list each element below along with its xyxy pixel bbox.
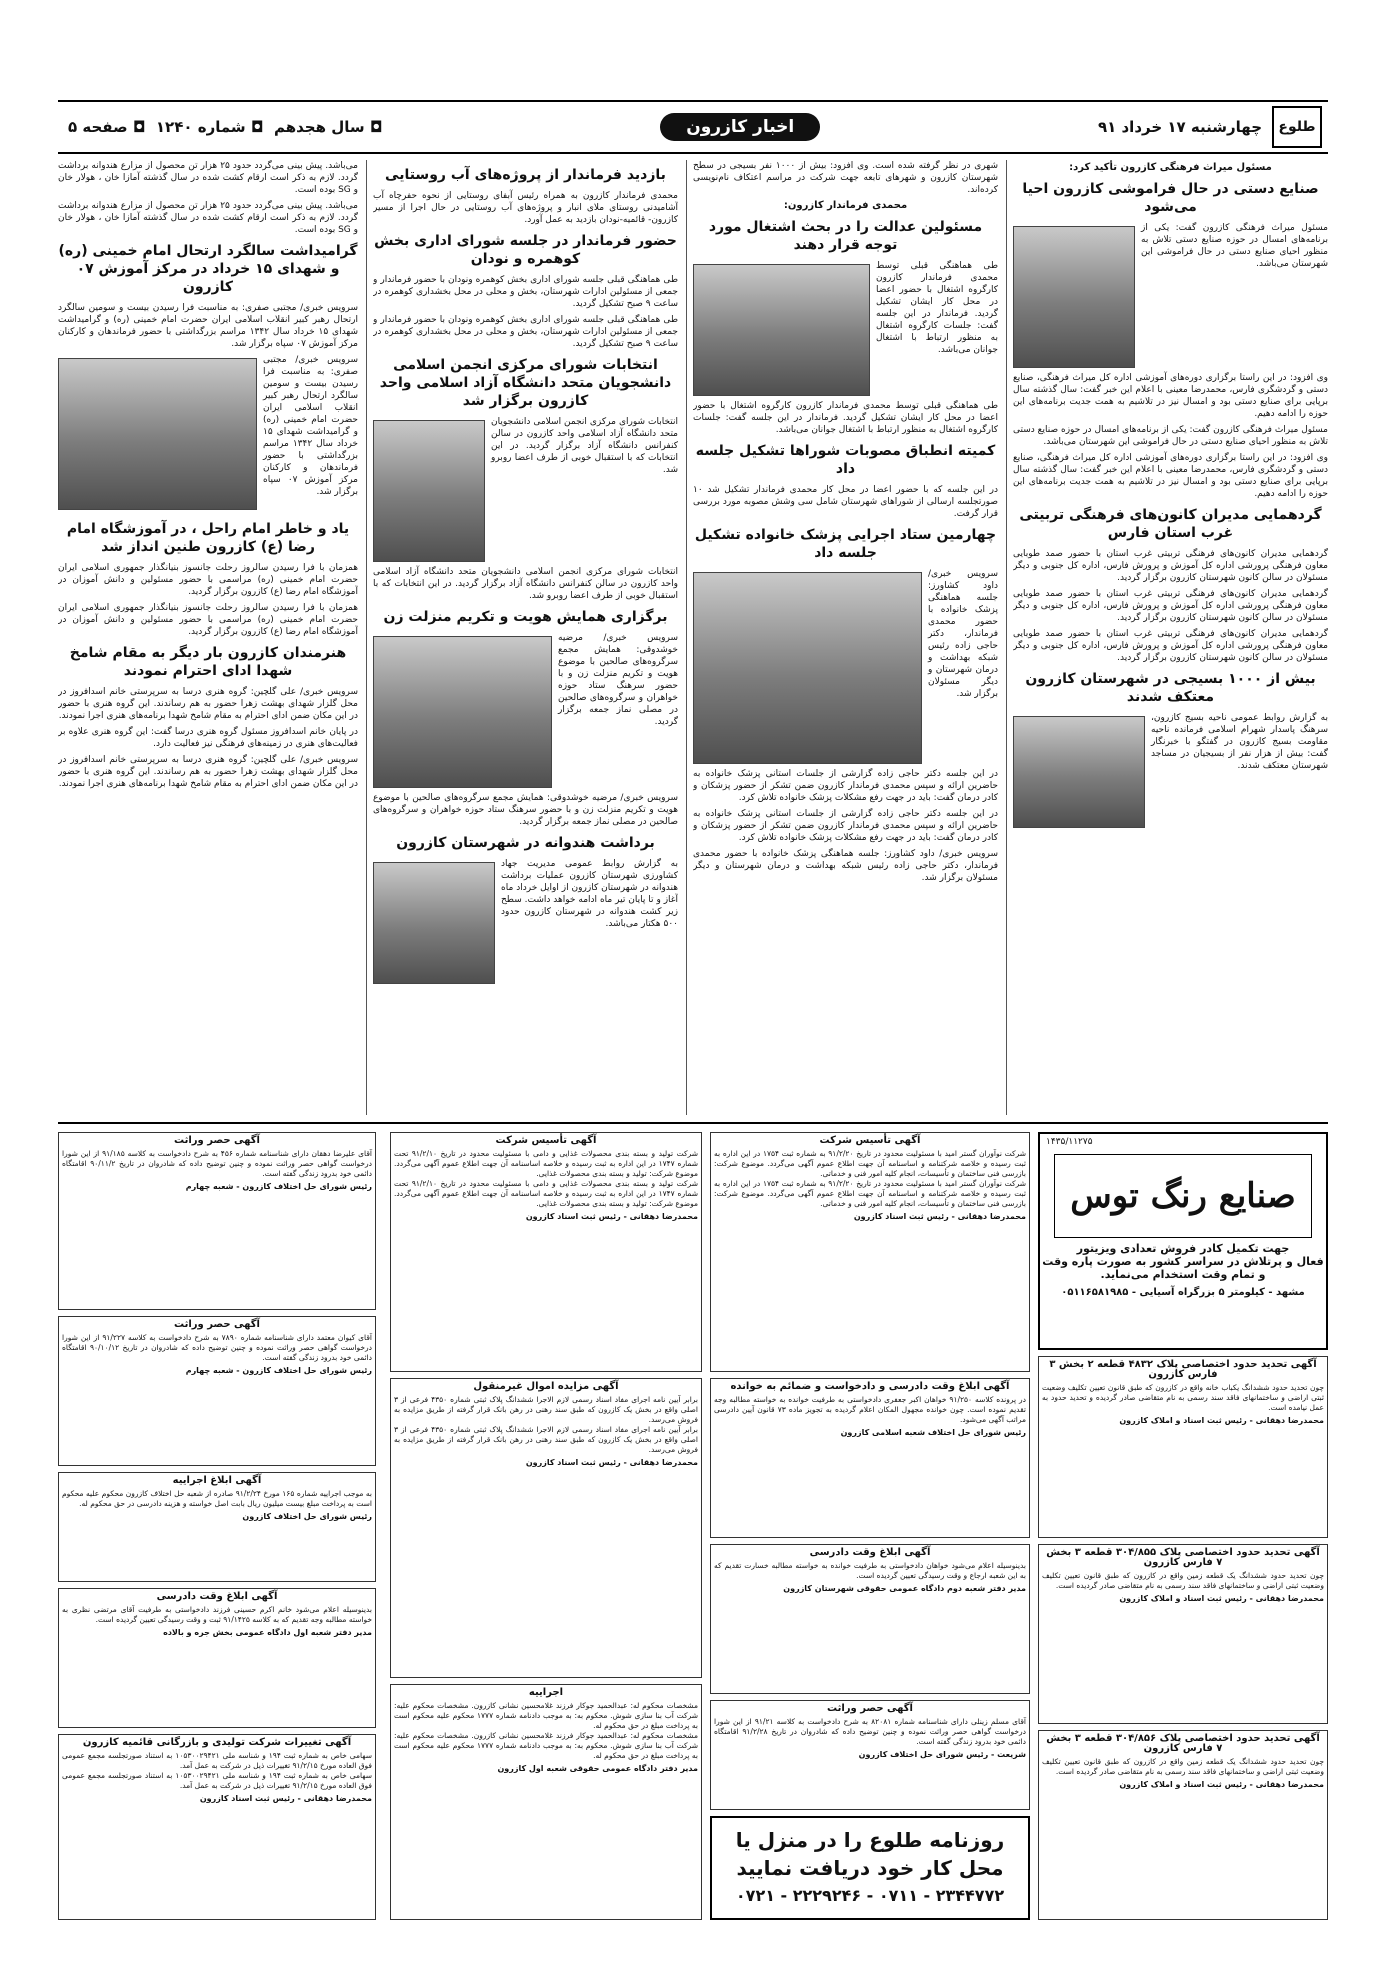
article-paragraph: همزمان با فرا رسیدن سالروز رحلت جانسوز بنیانگذار جمهوری اسلامی ایران حضرت امام خمینی (ره) مراسمی با حضور مسئولین و دانش آموزان در آموزشگاه امام رضا (ع) کازرون برگزار گردید. [58, 563, 358, 597]
notice-body: شرکت تولید و بسته بندی محصولات غذایی و دامی با مسئولیت محدود در تاریخ ۹۱/۲/۱۰ تحت شماره ۱۷۴۷ در این اداره به ثبت رسیده و خلاصه اساسنامه آن جهت اطلاع عموم آگهی می‌گردد. موضوع شرکت: تولید و بسته بندی محصولات غذایی. [394, 1179, 699, 1208]
page-header [58, 100, 1328, 154]
article-paragraph: می‌باشد. پیش بینی می‌گردد حدود ۲۵ هزار تن محصول از مزارع هندوانه برداشت گردد. لازم به ذکر است ارقام کشت شده در سال گذشته آمازا خان ، هولار خان و SG بوده است. [58, 161, 358, 195]
article-headline: بیش از ۱۰۰۰ بسیجی در شهرستان کازرون معتکف شدند [1025, 671, 1316, 705]
article-paragraph: در این جلسه که با حضور اعضا در محل کار محمدی فرماندار تشکیل شد ۱۰ صورتجلسه ارسالی از شوراهای شهرستان شامل سی وشش مصوبه مورد بررسی قرار گرفت. [693, 485, 998, 519]
classifieds-section [58, 1122, 1328, 1924]
meeting-photo [693, 264, 870, 396]
notice-body: چون تحدید حدود ششدانگ یکباب خانه واقع در کازرون که طبق قانون تعیین تکلیف وضعیت ثبتی اراضی و ساختمانهای فاقد سند رسمی به نام متقاضی صادر گردیده و تحدید حدود به عمل نیامده است. [1042, 1383, 1324, 1412]
article-paragraph: گردهمایی مدیران کانون‌های فرهنگی تربیتی غرب استان با حضور صمد طوبایی معاون فرهنگی پرورشی اداره کل آموزش و پرورش فارس، اداره کل جنوبی و دیگر مسئولان در سالن کانون شهرستان کازرون برگزار گردید. [1013, 549, 1328, 583]
article-paragraph: سرویس خبری/ مجتبی صفری: به مناسبت فرا رسیدن بیست و سومین سالگرد ارتحال رهبر کبیر انقلاب اسلامی ایران حضرت امام خمینی (ره) و گرامیداشت شهدای ۱۵ خرداد سال ۱۳۴۲ مراسم بزرگداشتی با حضور فرماندهان و کارکنان مرکز آموزش ۰۷ سپاه برگزار شد. [58, 303, 358, 349]
article-paragraph: مسئول میراث فرهنگی کازرون گفت: یکی از برنامه‌های امسال در حوزه صنایع دستی تلاش به منظور احیای صنایع دستی در حال فراموشی این شهرستان می‌باشد. [1141, 223, 1328, 269]
portrait-photo [373, 420, 485, 562]
notice-title: آگهی حصر وراثت [174, 1319, 260, 1330]
brand-line: فعال و پرتلاش در سراسر کشور به صورت پاره وقت [1042, 1255, 1324, 1268]
article-paragraph: طی هماهنگی قبلی جلسه شورای اداری بخش کوهمره ونودان با حضور فرماندار و جمعی از مسئولین ادارات شهرستان، بخش و محلی در محل بخشداری کوهمره در ساعت ۹ صبح تشکیل گردید. [373, 315, 678, 349]
header-brand-date [1098, 106, 1328, 148]
article-kicker: محمدی فرماندار کازرون: [783, 200, 908, 211]
legal-notice [390, 1684, 702, 1920]
notice-title: آگهی حصر وراثت [174, 1135, 260, 1146]
notice-body: شرکت نوآوران گستر امید با مسئولیت محدود در تاریخ ۹۱/۲/۲۰ به شماره ثبت ۱۷۵۴ در این اداره به ثبت رسیده و خلاصه شرکتنامه و اساسنامه آن جهت اطلاع عموم آگهی می‌گردد. موضوع شرکت: بازرسی فنی ساختمان و تأسیسات، انجام کلیه امور فنی و خدماتی. [714, 1149, 1027, 1178]
brand-name: صنایع رنگ توس [1054, 1154, 1312, 1238]
legal-notice [58, 1132, 376, 1310]
notice-body: بدینوسیله اعلام می‌شود خانم اکرم حسینی فرزند دادخواستی به طرفیت آقای مرتضی نظری به خواسته مطالبه وجه تقدیم که به کلاسه ۹۱/۱۴۲۵ ثبت و وقت رسیدگی تعیین گردیده است. [62, 1605, 372, 1624]
article-headline: هنرمندان کازرون بار دیگر به مقام شامخ شهدا ادای احترام نمودند [69, 645, 347, 679]
legal-notice [1038, 1544, 1328, 1724]
issue-date: چهارشنبه ۱۷ خرداد ۹۱ [1097, 118, 1262, 136]
notice-body: آقای علیرضا دهقان دارای شناسنامه شماره ۴۵۶ به شرح دادخواست به کلاسه ۹۱/۱۸۵ از این شورا درخواست گواهی حصر وراثت نموده و چنین توضیح داده که شادروان در تاریخ ۹۰/۱۱/۲ اقامتگاه دائمی خود بدرود زندگی گفته است. [62, 1149, 372, 1178]
legal-notice [58, 1734, 376, 1920]
notice-title: آگهی ابلاغ اجراییه [172, 1475, 262, 1486]
notice-title: آگهی ابلاغ وقت دادرسی [156, 1591, 278, 1602]
notice-signature: رئیس شورای حل اختلاف کازرون [242, 1512, 372, 1521]
article-headline: انتخابات شورای مرکزی انجمن اسلامی دانشجویان متحد دانشگاه آزاد اسلامی واحد کازرون برگزار شد [379, 357, 672, 409]
notice-signature: محمدرضا دهقانی - رئیس ثبت اسناد کازرون [853, 1212, 1026, 1221]
ad-code: ۱۴۳۵/۱۱۲۷۵ [1046, 1137, 1093, 1147]
notice-title: آگهی تأسیس شرکت [819, 1135, 921, 1146]
article-paragraph: گردهمایی مدیران کانون‌های فرهنگی تربیتی غرب استان با حضور صمد طوبایی معاون فرهنگی پرورشی اداره کل آموزش و پرورش فارس، اداره کل جنوبی و دیگر مسئولان در سالن کانون شهرستان کازرون برگزار گردید. [1013, 629, 1328, 663]
legal-notice [710, 1544, 1030, 1694]
notice-title: آگهی تحدید حدود اختصاصی پلاک ۴۸۳۲ قطعه ۲ بخش ۳ فارس کازرون [1049, 1359, 1317, 1380]
column-2 [693, 160, 998, 1115]
article-headline: برگزاری همایش هویت و تکریم منزلت زن [383, 609, 668, 625]
notice-signature: محمدرضا دهقانی - رئیس ثبت اسناد و املاک کازرون [1119, 1594, 1324, 1603]
article-paragraph: سرویس خبری/ مرضیه خوشدوقی: همایش مجمع سرگروه‌های صالحین با موضوع هویت و تکریم منزلت زن و با حضور سرهنگ ستاد حوزه خواهران و سرگروه‌های صالحین در مصلی نماز جمعه برگزار گردید. [558, 633, 678, 727]
notice-signature: محمدرضا دهقانی - رئیس ثبت اسناد و املاک کازرون [1119, 1416, 1324, 1425]
notice-title: آگهی تحدید حدود اختصاصی پلاک ۳۰۴/۸۵۵ قطعه ۳ بخش ۷ فارس کازرون [1046, 1547, 1320, 1568]
notice-body: چون تحدید حدود ششدانگ یک قطعه زمین واقع در کازرون که طبق قانون تعیین تکلیف وضعیت ثبتی اراضی و ساختمانهای فاقد سند رسمی به نام متقاضی صادر گردیده است. [1042, 1757, 1324, 1776]
notice-signature: رئیس شورای حل اختلاف شعبه اسلامی کازرون [840, 1428, 1026, 1437]
portrait-photo [1013, 226, 1135, 368]
notice-signature: محمدرضا دهقانی - رئیس ثبت اسناد کازرون [525, 1458, 698, 1467]
legal-notice [390, 1378, 702, 1678]
header-issue-info [58, 118, 382, 136]
notice-signature: شریعت - رئیس شورای حل اختلاف کازرون [858, 1750, 1026, 1759]
watermelon-photo [373, 862, 495, 984]
section-title: اخبار کازرون [660, 113, 820, 141]
article-headline: برداشت هندوانه در شهرستان کازرون [396, 835, 655, 851]
notice-signature: رئیس شورای حل اختلاف کازرون - شعبه چهارم [185, 1366, 372, 1375]
portrait-photo [1013, 716, 1145, 828]
article-paragraph: مسئول میراث فرهنگی کازرون گفت: یکی از برنامه‌های امسال در حوزه صنایع دستی تلاش به منظور احیای صنایع دستی در حال فراموشی این شهرستان می‌باشد. [1013, 425, 1328, 447]
article-headline: کمیته انطباق مصوبات شوراها تشکیل جلسه داد [695, 443, 996, 477]
column-3 [373, 160, 678, 1115]
newspaper-logo [1272, 106, 1322, 148]
volume-year: سال هجدهم [273, 118, 365, 136]
notice-signature: محمدرضا دهقانی - رئیس ثبت اسناد و املاک کازرون [1119, 1780, 1324, 1789]
meeting-photo [693, 572, 922, 764]
logo-text: طلوع [1278, 119, 1316, 135]
article-paragraph: در این جلسه دکتر حاجی زاده گزارشی از جلسات استانی پزشک خانواده به حاضرین ارائه و سپس محمدی فرماندار کازرون ضمن تشکر از حضور پزشکان و کادر درمان گفت: باید در جهت رفع مشکلات پزشک خانواده تلاش کرد. [693, 809, 998, 843]
article-paragraph: به گزارش روابط عمومی مدیریت جهاد کشاورزی شهرستان کازرون عملیات برداشت هندوانه در شهرستان کازرون از اوایل خرداد ماه آغاز و تا پایان تیر ماه ادامه خواهد داشت. سطح زیر کشت هندوانه در شهرستان کازرون حدود ۵۰۰ هکتار می‌باشد. [501, 859, 678, 929]
article-paragraph: سرویس خبری/ داود کشاورز: جلسه هماهنگی پزشک خانواده با حضور محمدی فرماندار، دکتر حاجی زاده رئیس شبکه بهداشت و درمان شهرستان و دیگر مسئولان برگزار شد. [693, 849, 998, 883]
notice-title: آگهی تغییرات شرکت تولیدی و بازرگانی قائمیه کازرون [82, 1737, 352, 1748]
promo-line: محل کار خود دریافت نمایید [736, 1856, 1004, 1880]
article-paragraph: می‌باشد. پیش بینی می‌گردد حدود ۲۵ هزار تن محصول از مزارع هندوانه برداشت گردد. لازم به ذکر است ارقام کشت شده در سال گذشته آمازا خان ، هولار خان و SG بوده است. [58, 201, 358, 235]
article-headline: چهارمین ستاد اجرایی پزشک خانواده تشکیل جلسه داد [694, 527, 997, 561]
square-icon: ◘ [132, 118, 146, 136]
article-paragraph: سرویس خبری/ داود کشاورز: جلسه هماهنگی پزشک خانواده با حضور محمدی فرماندار، دکتر حاجی زاده رئیس شبکه بهداشت و درمان شهرستان و دیگر مسئولان برگزار شد. [928, 569, 998, 699]
brand-line: جهت تکمیل کادر فروش تعدادی ویزیتور [1076, 1242, 1290, 1255]
notice-signature: مدیر دفتر شعبه دوم دادگاه عمومی حقوقی شهرستان کازرون [783, 1584, 1026, 1593]
notice-signature: مدیر دفتر شعبه اول دادگاه عمومی بخش جره و بالاده [163, 1628, 372, 1637]
article-paragraph: شهری در نظر گرفته شده است. وی افزود: بیش از ۱۰۰۰ نفر بسیجی در سطح شهرستان کازرون و شهرهای تابعه جهت شرکت در مراسم اعتکاف نام‌نویسی کرده‌اند. [693, 161, 998, 195]
article-paragraph: در پایان خانم اسدافروز مسئول گروه هنری درسا گفت: این گروه هنری علاوه بر فعالیت‌های هنری در زمینه‌های فرهنگی نیز فعالیت دارد. [58, 727, 358, 749]
article-paragraph: محمدی فرماندار کازرون به همراه رئیس آبفای روستایی از نحوه حفرچاه آب آشامیدنی روستای ملای انبار و پروژه‌های آب روستایی در حال اجرا از مسیر کازرون- قائمیه-نودان بازدید به عمل آورد. [373, 191, 678, 225]
legal-notice [390, 1132, 702, 1372]
article-paragraph: انتخابات شورای مرکزی انجمن اسلامی دانشجویان متحد دانشگاه آزاد اسلامی واحد کازرون در سالن کنفرانس دانشگاه آزاد برگزار گردید. در این انتخابات که با استقبال خوبی از طرف اعضا روبرو شد. [491, 417, 678, 475]
article-headline: مسئولین عدالت را در بحث اشتغال مورد توجه قرار دهند [708, 219, 983, 253]
article-headline: بازدید فرماندار از پروژه‌های آب روستایی [385, 167, 666, 183]
legal-notice [58, 1472, 376, 1582]
notice-title: آگهی تأسیس شرکت [495, 1135, 597, 1146]
brand-line: و تمام وقت استخدام می‌نماید. [1100, 1268, 1266, 1281]
notice-body: سهامی خاص به شماره ثبت ۱۹۴ و شناسه ملی ۱۰۵۳۰۰۲۹۴۲۱ به استناد صورتجلسه مجمع عمومی فوق العاده مورخ ۹۱/۲/۱۵ تغییرات ذیل در شرکت به عمل آمد. [62, 1771, 372, 1790]
notice-body: برابر آیین نامه اجرای مفاد اسناد رسمی لازم الاجرا ششدانگ پلاک ثبتی شماره ۴۳۵۰ فرعی از ۳ اصلی واقع در بخش یک کازرون که طبق سند رهنی در رهن بانک قرار گرفته از طریق مزایده به فروش می‌رسد. [394, 1395, 699, 1424]
article-headline: حضور فرماندار در جلسه شورای اداری بخش کوهمره و نودان [374, 233, 677, 267]
notice-body: به موجب اجراییه شماره ۱۶۵ مورخ ۹۱/۲/۲۴ صادره از شعبه حل اختلاف کازرون محکوم علیه محکوم است به پرداخت مبلغ بیست میلیون ریال بابت اصل خواسته و هزینه دادرسی در حق محکوم له. [62, 1489, 373, 1508]
notice-title: آگهی مزایده اموال غیرمنقول [473, 1381, 619, 1392]
article-paragraph: وی افزود: در این راستا برگزاری دوره‌های آموزشی اداره کل میراث فرهنگی، صنایع دستی و گردشگری فارس، محمدرضا معینی با اعلام این خبر گفت: سال گذشته سال برپایی برای صنایع دستی بود و امسال نیز در تلاشیم به همت جدیت برنامه‌های این حوزه را ادامه دهیم. [1013, 453, 1328, 499]
article-headline: یاد و خاطر امام راحل ، در آموزشگاه امام رضا (ع) کازرون طنین انداز شد [66, 521, 350, 555]
column-divider [1006, 160, 1007, 1115]
notice-signature: رئیس شورای حل اختلاف کازرون - شعبه چهارم [185, 1182, 372, 1191]
notice-body: آقای مسلم زینلی دارای شناسنامه شماره ۸۲۰۸۱ به شرح دادخواست به کلاسه ۹۱/۲۱ از این شورا درخواست گواهی حصر وراثت نموده و چنین توضیح داده که شادروان در تاریخ ۹۱/۲/۲۸ اقامتگاه دائمی خود بدرود زندگی گفته است. [714, 1717, 1026, 1746]
article-headline: گرامیداشت سالگرد ارتحال امام خمینی (ره) و شهدای ۱۵ خرداد در مرکز آموزش ۰۷ کازرون [58, 243, 358, 295]
article-paragraph: طی هماهنگی قبلی توسط محمدی فرماندار کازرون کارگروه اشتغال با حضور اعضا در محل کار ایشان تشکیل گردید. فرماندار در این جلسه گفت: جلسات کارگروه اشتغال به منظور ارتباط با اشتغال جوانان می‌باشد. [693, 401, 998, 435]
promo-phone: ۲۳۴۴۷۷۲ - ۰۷۱۱ - ۲۲۲۹۲۴۶ - ۰۷۲۱ [735, 1886, 1005, 1905]
notice-body: مشخصات محکوم له: عبدالحمید جوکار فرزند غلامحسین نشانی کازرون. مشخصات محکوم علیه: شرکت آب بنا سازی شوش. محکوم به: به موجب دادنامه شماره ۱۷۷۷ محکوم علیه محکوم است به پرداخت مبلغ در حق محکوم له. [394, 1731, 698, 1760]
subscription-promo [710, 1816, 1030, 1920]
ceremony-photo [373, 636, 552, 788]
legal-notice [710, 1378, 1030, 1538]
notice-title: آگهی ابلاغ وقت دادرسی [809, 1547, 931, 1558]
article-headline: صنایع دستی در حال فراموشی کازرون احیا می‌شود [1022, 181, 1319, 215]
brand-advertisement [1038, 1132, 1328, 1350]
article-headline: گردهمایی مدیران کانون‌های فرهنگی تربیتی غرب استان فارس [1019, 507, 1322, 541]
notice-title: آگهی حصر وراثت [827, 1703, 913, 1714]
notice-signature: محمدرضا دهقانی - رئیس ثبت اسناد کازرون [199, 1794, 372, 1803]
notice-body: برابر آیین نامه اجرای مفاد اسناد رسمی لازم الاجرا ششدانگ پلاک ثبتی شماره ۴۳۵۰ فرعی از ۳ اصلی واقع در بخش یک کازرون که طبق سند رهنی در رهن بانک قرار گرفته از طریق مزایده به فروش می‌رسد. [394, 1425, 699, 1454]
notice-body: آقای کیوان معتمد دارای شناسنامه شماره ۷۸۹۰ به شرح دادخواست به کلاسه ۹۱/۲۲۷ از این شورا درخواست گواهی حصر وراثت نموده و چنین توضیح داده که شادروان در تاریخ ۹۰/۱۰/۱۲ اقامتگاه دائمی خود بدرود زندگی گفته است. [62, 1333, 372, 1362]
article-paragraph: همزمان با فرا رسیدن سالروز رحلت جانسوز بنیانگذار جمهوری اسلامی ایران حضرت امام خمینی (ره) مراسمی با حضور مسئولین و دانش آموزان در آموزشگاه امام رضا (ع) کازرون برگزار گردید. [58, 603, 358, 637]
column-divider [366, 160, 367, 1115]
notice-title: آگهی ابلاغ وقت دادرسی و دادخواست و ضمائم به خوانده [730, 1381, 1010, 1392]
issue-number: شماره ۱۲۴۰ [155, 118, 246, 136]
notice-body: در پرونده کلاسه ۹۱/۲۵۰ خواهان اکبر جعفری دادخواستی به طرفیت خوانده به خواسته مطالبه وجه تقدیم نموده است. چون خوانده مجهول المکان اعلام گردیده به تجویز ماده ۷۳ قانون آیین دادرسی مراتب آگهی می‌شود. [714, 1395, 1027, 1424]
square-icon: ◘ [369, 118, 383, 136]
article-paragraph: سرویس خبری/ مرضیه خوشدوقی: همایش مجمع سرگروه‌های صالحین با موضوع هویت و تکریم منزلت زن و با حضور سرهنگ ستاد حوزه خواهران و سرگروه‌های صالحین در مصلی نماز جمعه برگزار گردید. [373, 793, 678, 827]
notice-body: سهامی خاص به شماره ثبت ۱۹۴ و شناسه ملی ۱۰۵۳۰۰۲۹۴۲۱ به استناد صورتجلسه مجمع عمومی فوق العاده مورخ ۹۱/۲/۱۵ تغییرات ذیل در شرکت به عمل آمد. [62, 1751, 372, 1770]
column-1 [1013, 160, 1328, 1115]
legal-notice [58, 1316, 376, 1466]
notice-body: مشخصات محکوم له: عبدالحمید جوکار فرزند غلامحسین نشانی کازرون. مشخصات محکوم علیه: شرکت آب بنا سازی شوش. محکوم به: به موجب دادنامه شماره ۱۷۷۷ محکوم علیه محکوم است به پرداخت مبلغ در حق محکوم له. [394, 1701, 698, 1730]
article-paragraph: وی افزود: در این راستا برگزاری دوره‌های آموزشی اداره کل میراث فرهنگی، صنایع دستی و گردشگری فارس، محمدرضا معینی با اعلام این خبر گفت: سال گذشته سال برپایی برای صنایع دستی بود و امسال نیز در تلاشیم به همت جدیت برنامه‌های این حوزه را ادامه دهیم. [1013, 373, 1328, 419]
article-paragraph: انتخابات شورای مرکزی انجمن اسلامی دانشجویان متحد دانشگاه آزاد اسلامی واحد کازرون در سالن کنفرانس دانشگاه آزاد برگزار گردید. در این انتخابات که با استقبال خوبی از طرف اعضا روبرو شد. [373, 567, 678, 601]
legal-notice [1038, 1356, 1328, 1538]
brand-address: مشهد - کیلومتر ۵ بزرگراه آسیایی - ۰۵۱۱۶۵۸۱۹۸۵ [1061, 1287, 1305, 1298]
legal-notice [58, 1588, 376, 1728]
notice-body: چون تحدید حدود ششدانگ یک قطعه زمین واقع در کازرون که طبق قانون تعیین تکلیف وضعیت ثبتی اراضی و ساختمانهای فاقد سند رسمی به نام متقاضی صادر گردیده است. [1042, 1571, 1324, 1590]
notice-signature: مدیر دفتر دادگاه عمومی حقوقی شعبه اول کازرون [497, 1764, 698, 1773]
legal-notice [1038, 1730, 1328, 1920]
promo-line: روزنامه طلوع را در منزل یا [735, 1828, 1005, 1852]
article-paragraph: سرویس خبری/ علی گلچین: گروه هنری درسا به سرپرستی خانم اسدافروز در محل گلزار شهدای بهشت زهرا حضور به هم رساندند. این گروه هنری با حضور در این مکان ضمن ادای احترام به مقام شامخ شهدا برنامه‌های هنری اجرا نمودند. [58, 755, 358, 789]
article-paragraph: طی هماهنگی قبلی جلسه شورای اداری بخش کوهمره ونودان با حضور فرماندار و جمعی از مسئولین ادارات شهرستان، بخش و محلی در محل بخشداری کوهمره در ساعت ۹ صبح تشکیل گردید. [373, 275, 678, 309]
notice-title: آگهی تحدید حدود اختصاصی پلاک ۳۰۴/۸۵۶ قطعه ۳ بخش ۷ فارس کازرون [1046, 1733, 1320, 1754]
article-paragraph: در این جلسه دکتر حاجی زاده گزارشی از جلسات استانی پزشک خانواده به حاضرین ارائه و سپس محمدی فرماندار کازرون ضمن تشکر از حضور پزشکان و کادر درمان گفت: باید در جهت رفع مشکلات پزشک خانواده تلاش کرد. [693, 769, 998, 803]
square-icon: ◘ [250, 118, 264, 136]
notice-body: شرکت نوآوران گستر امید با مسئولیت محدود در تاریخ ۹۱/۲/۲۰ به شماره ثبت ۱۷۵۴ در این اداره به ثبت رسیده و خلاصه شرکتنامه و اساسنامه آن جهت اطلاع عموم آگهی می‌گردد. موضوع شرکت: بازرسی فنی ساختمان و تأسیسات، انجام کلیه امور فنی و خدماتی. [714, 1179, 1027, 1208]
notice-body: بدینوسیله اعلام می‌شود خواهان دادخواستی به طرفیت خوانده به خواسته مطالبه خسارت تقدیم که به این شعبه ارجاع و وقت رسیدگی تعیین گردیده است. [714, 1561, 1026, 1580]
notice-signature: محمدرضا دهقانی - رئیس ثبت اسناد کازرون [525, 1212, 698, 1221]
article-paragraph: طی هماهنگی قبلی توسط محمدی فرماندار کازرون کارگروه اشتغال با حضور اعضا در محل کار ایشان تشکیل گردید. فرماندار در این جلسه گفت: جلسات کارگروه اشتغال به منظور ارتباط با اشتغال جوانان می‌باشد. [876, 261, 998, 355]
article-kicker: مسئول میراث فرهنگی کازرون تأکید کرد: [1069, 162, 1272, 173]
ceremony-photo [58, 358, 257, 510]
notice-body: شرکت تولید و بسته بندی محصولات غذایی و دامی با مسئولیت محدود در تاریخ ۹۱/۲/۱۰ تحت شماره ۱۷۴۷ در این اداره به ثبت رسیده و خلاصه اساسنامه آن جهت اطلاع عموم آگهی می‌گردد. موضوع شرکت: تولید و بسته بندی محصولات غذایی. [394, 1149, 699, 1178]
page-number: صفحه ۵ [68, 118, 128, 136]
article-paragraph: گردهمایی مدیران کانون‌های فرهنگی تربیتی غرب استان با حضور صمد طوبایی معاون فرهنگی پرورشی اداره کل آموزش و پرورش فارس، اداره کل جنوبی و دیگر مسئولان در سالن کانون شهرستان کازرون برگزار گردید. [1013, 589, 1328, 623]
article-paragraph: سرویس خبری/ علی گلچین: گروه هنری درسا به سرپرستی خانم اسدافروز در محل گلزار شهدای بهشت زهرا حضور به هم رساندند. این گروه هنری با حضور در این مکان ضمن ادای احترام به مقام شامخ شهدا برنامه‌های هنری اجرا نمودند. [58, 687, 358, 721]
article-paragraph: سرویس خبری/ مجتبی صفری: به مناسبت فرا رسیدن بیست و سومین سالگرد ارتحال رهبر کبیر انقلاب اسلامی ایران حضرت امام خمینی (ره) و گرامیداشت شهدای ۱۵ خرداد سال ۱۳۴۲ مراسم بزرگداشتی با حضور فرماندهان و کارکنان مرکز آموزش ۰۷ سپاه برگزار شد. [263, 355, 358, 497]
article-paragraph: به گزارش روابط عمومی ناحیه بسیج کازرون، سرهنگ پاسدار شهرام اسلامی فرمانده ناحیه مقاومت بسیج کازرون در گفتگو با خبرنگار گفت: بیش از هزار نفر از بسیجیان در مساجد شهرستان معتکف شدند. [1151, 713, 1328, 771]
legal-notice [710, 1132, 1030, 1372]
legal-notice [710, 1700, 1030, 1810]
notice-title: اجراییه [528, 1687, 564, 1698]
column-divider [686, 160, 687, 1115]
column-4 [58, 160, 358, 1115]
